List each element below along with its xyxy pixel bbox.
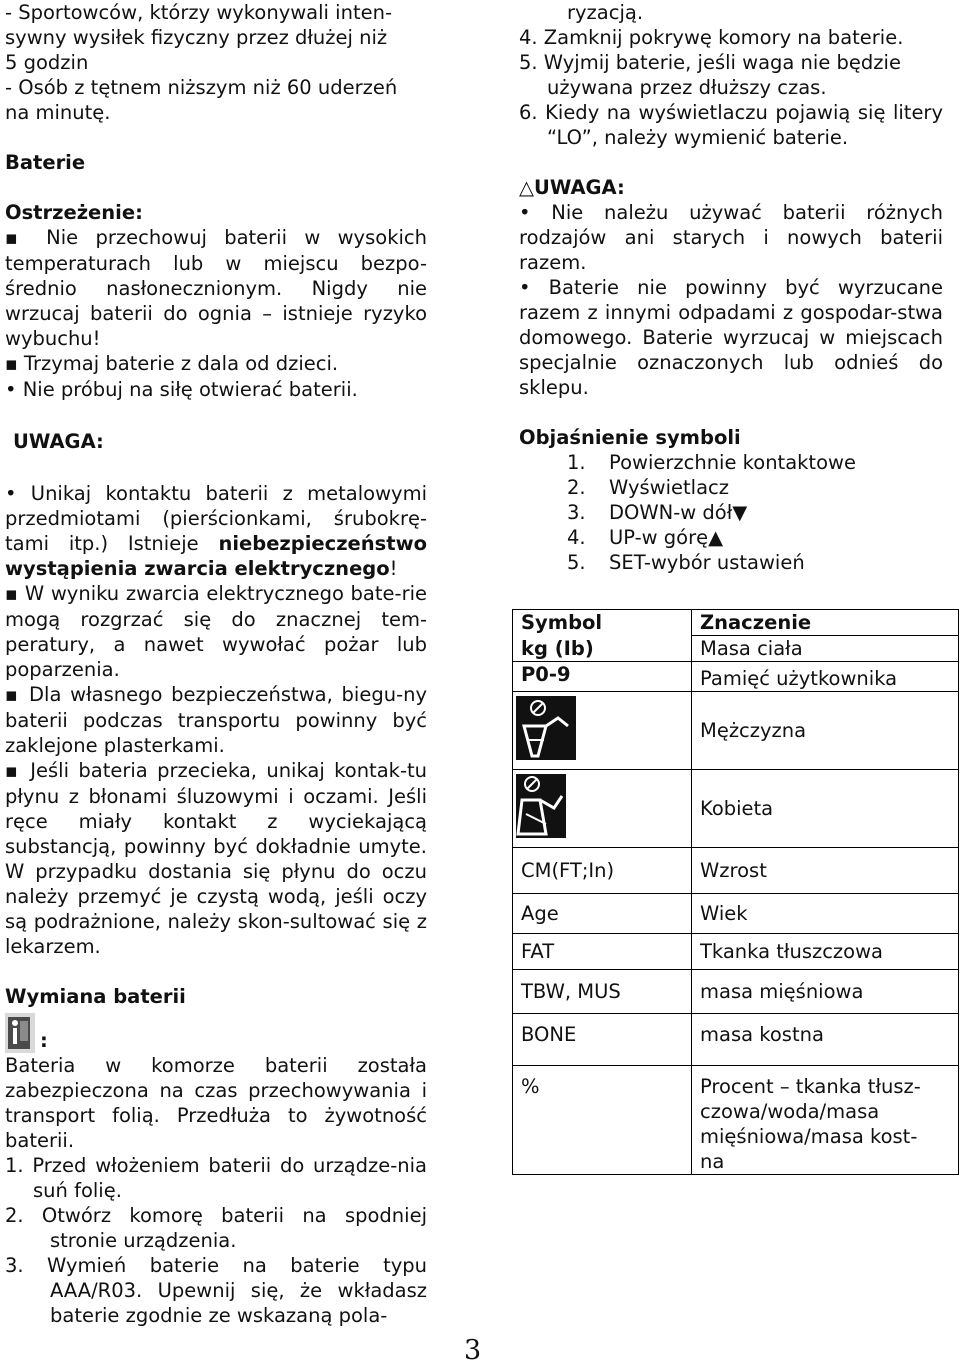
- symbols-heading: Objaśnienie symboli: [519, 426, 741, 449]
- table-cell: [513, 770, 692, 848]
- table-row: [513, 610, 959, 636]
- replace-step: 4. Zamknij pokrywę komory na baterie.: [519, 26, 904, 49]
- text-line: sywny wysiłek fizyczny przez dłużej niż: [5, 26, 388, 49]
- text-line: - Sportowców, którzy wykonywali inten-: [5, 1, 392, 24]
- text-line: ryzacją.: [567, 1, 644, 24]
- table-cell: BONE: [513, 1014, 692, 1066]
- text-line: - Osób z tętnem niższym niż 60 uderzeń: [5, 76, 398, 99]
- list-item: 1. Powierzchnie kontaktowe: [567, 451, 856, 474]
- warning-item: [5, 351, 427, 377]
- warning-item: [5, 377, 427, 402]
- uwaga-item-text: Unikaj kontaktu baterii z metalowymi przedmiotami (pierścionkami, śrubokrę-tami itp.) Istnieje: [5, 482, 427, 555]
- table-cell: kg (Ib): [513, 636, 692, 662]
- table-cell: masa mięśniowa: [692, 970, 959, 1014]
- table-row: [513, 692, 959, 770]
- warning-item: ▪ Nie przechowuj baterii w wysokich temperaturach lub w miejscu bezpo-średnio nasłonecznionym. Nigdy nie wrzucaj baterii do ognia – istnieje ryzyko wybuchu!: [5, 225, 427, 351]
- table-row: [513, 848, 959, 894]
- male-user-icon: [516, 696, 576, 760]
- warning-item-text: Trzymaj baterie z dala od dzieci.: [23, 352, 339, 375]
- replace-text: Bateria w komorze baterii została zabezpieczona na czas przechowywania i transport folią. Przedłuża to żywotność baterii.: [5, 1054, 427, 1152]
- left-column: [5, 0, 427, 1328]
- replace-step: 1. Przed włożeniem baterii do urządze-nia suń folię.: [5, 1154, 427, 1202]
- info-icon: [5, 1013, 35, 1053]
- table-header-meaning: Znaczenie: [692, 610, 959, 636]
- text-line: 5 godzin: [5, 51, 89, 74]
- table-cell: %: [513, 1066, 692, 1175]
- uwaga-item: ▪ W wyniku zwarcia elektrycznego bate-rie mogą rozgrzać się do znacznej tem-peratury, a nawet wywołać pożar lub poparzenia.: [5, 581, 427, 682]
- symbols-list: [519, 450, 943, 575]
- table-row: [513, 894, 959, 934]
- table-cell: Mężczyzna: [692, 692, 959, 770]
- table-cell: TBW, MUS: [513, 970, 692, 1014]
- table-cell: Pamięć użytkownika: [692, 662, 959, 692]
- table-row: [513, 662, 959, 692]
- uwaga-item: ▪ Jeśli bateria przecieka, unikaj kontak-tu płynu z błonami śluzowymi i oczami. Jeśli ręce miały kontakt z wyciekającą substancją, powinny być dokładnie umyte. W przypadku dostania się płynu do oczu należy przemyć je czystą wodą, jeśli oczy są podrażnione, należy skon-sultować się z lekarzem.: [5, 758, 427, 959]
- table-row: [513, 770, 959, 848]
- table-row: [513, 636, 959, 662]
- replace-step: 2. Otwórz komorę baterii na spodniej stronie urządzenia.: [5, 1204, 427, 1252]
- table-header-symbol: Symbol: [513, 610, 692, 636]
- uwaga-item-end: !: [389, 557, 398, 580]
- list-item: 2. Wyświetlacz: [567, 476, 729, 499]
- list-item: 3. DOWN-w dół▼: [567, 501, 748, 524]
- list-item: 4. UP-w górę▲: [567, 526, 724, 549]
- replace-step: 3. Wymień baterie na baterie typu AAA/R03. Upewnij się, że wkładasz baterie zgodnie ze wskazaną pola-: [5, 1254, 427, 1327]
- table-cell: Kobieta: [692, 770, 959, 848]
- uwaga-item: • Baterie nie powinny być wyrzucane razem z innymi odpadami z gospodar-stwa domowego. Baterie wyrzucaj w miejscach specjalnie oznaczonych lub odnieś do sklepu.: [519, 275, 943, 400]
- table-row: [513, 1014, 959, 1066]
- table-row: [513, 934, 959, 970]
- table-cell: P0-9: [513, 662, 692, 692]
- table-cell: Wzrost: [692, 848, 959, 894]
- info-row: [5, 1009, 427, 1053]
- uwaga-item: [5, 481, 427, 581]
- uwaga-heading: △UWAGA:: [519, 176, 625, 199]
- table-cell: Wiek: [692, 894, 959, 934]
- table-cell: [513, 692, 692, 770]
- table-cell: Age: [513, 894, 692, 934]
- table-cell: masa kostna: [692, 1014, 959, 1066]
- text-line: na minutę.: [5, 101, 111, 124]
- table-cell: Tkanka tłuszczowa: [692, 934, 959, 970]
- uwaga-item: ▪ Dla własnego bezpieczeństwa, biegu-ny baterii podczas transportu powinny być zaklejone plasterkami.: [5, 682, 427, 758]
- table-row: [513, 970, 959, 1014]
- female-user-icon: [516, 774, 566, 838]
- list-item: 5. SET-wybór ustawień: [567, 551, 805, 574]
- warning-item-text: Nie próbuj na siłę otwierać baterii.: [22, 378, 358, 401]
- section-heading-batteries: Baterie: [5, 151, 86, 174]
- uwaga-item: • Nie należu używać baterii różnych rodzajów ani starych i nowych baterii razem.: [519, 200, 943, 275]
- symbols-table: [512, 609, 959, 1175]
- table-cell: CM(FT;In): [513, 848, 692, 894]
- page-number: 3: [464, 1335, 482, 1366]
- table-cell: FAT: [513, 934, 692, 970]
- uwaga-item-bold: niebezpieczeństwo wystąpienia zwarcia elektrycznego: [5, 532, 427, 580]
- section-heading-battery-replacement: Wymiana baterii: [5, 985, 186, 1008]
- table-cell: Procent – tkanka tłusz-czowa/woda/masa mięśniowa/masa kost-na: [692, 1066, 959, 1175]
- uwaga-heading: UWAGA:: [13, 430, 104, 453]
- replace-step: 5. Wyjmij baterie, jeśli waga nie będzie używana przez dłuższy czas.: [519, 51, 901, 99]
- table-cell: Masa ciała: [692, 636, 959, 662]
- replace-step: 6. Kiedy na wyświetlaczu pojawią się litery “LO”, należy wymienić baterie.: [519, 101, 943, 149]
- warning-heading: Ostrzeżenie:: [5, 201, 143, 224]
- table-row: [513, 1066, 959, 1175]
- right-column: [519, 0, 943, 575]
- info-colon: :: [40, 1029, 48, 1052]
